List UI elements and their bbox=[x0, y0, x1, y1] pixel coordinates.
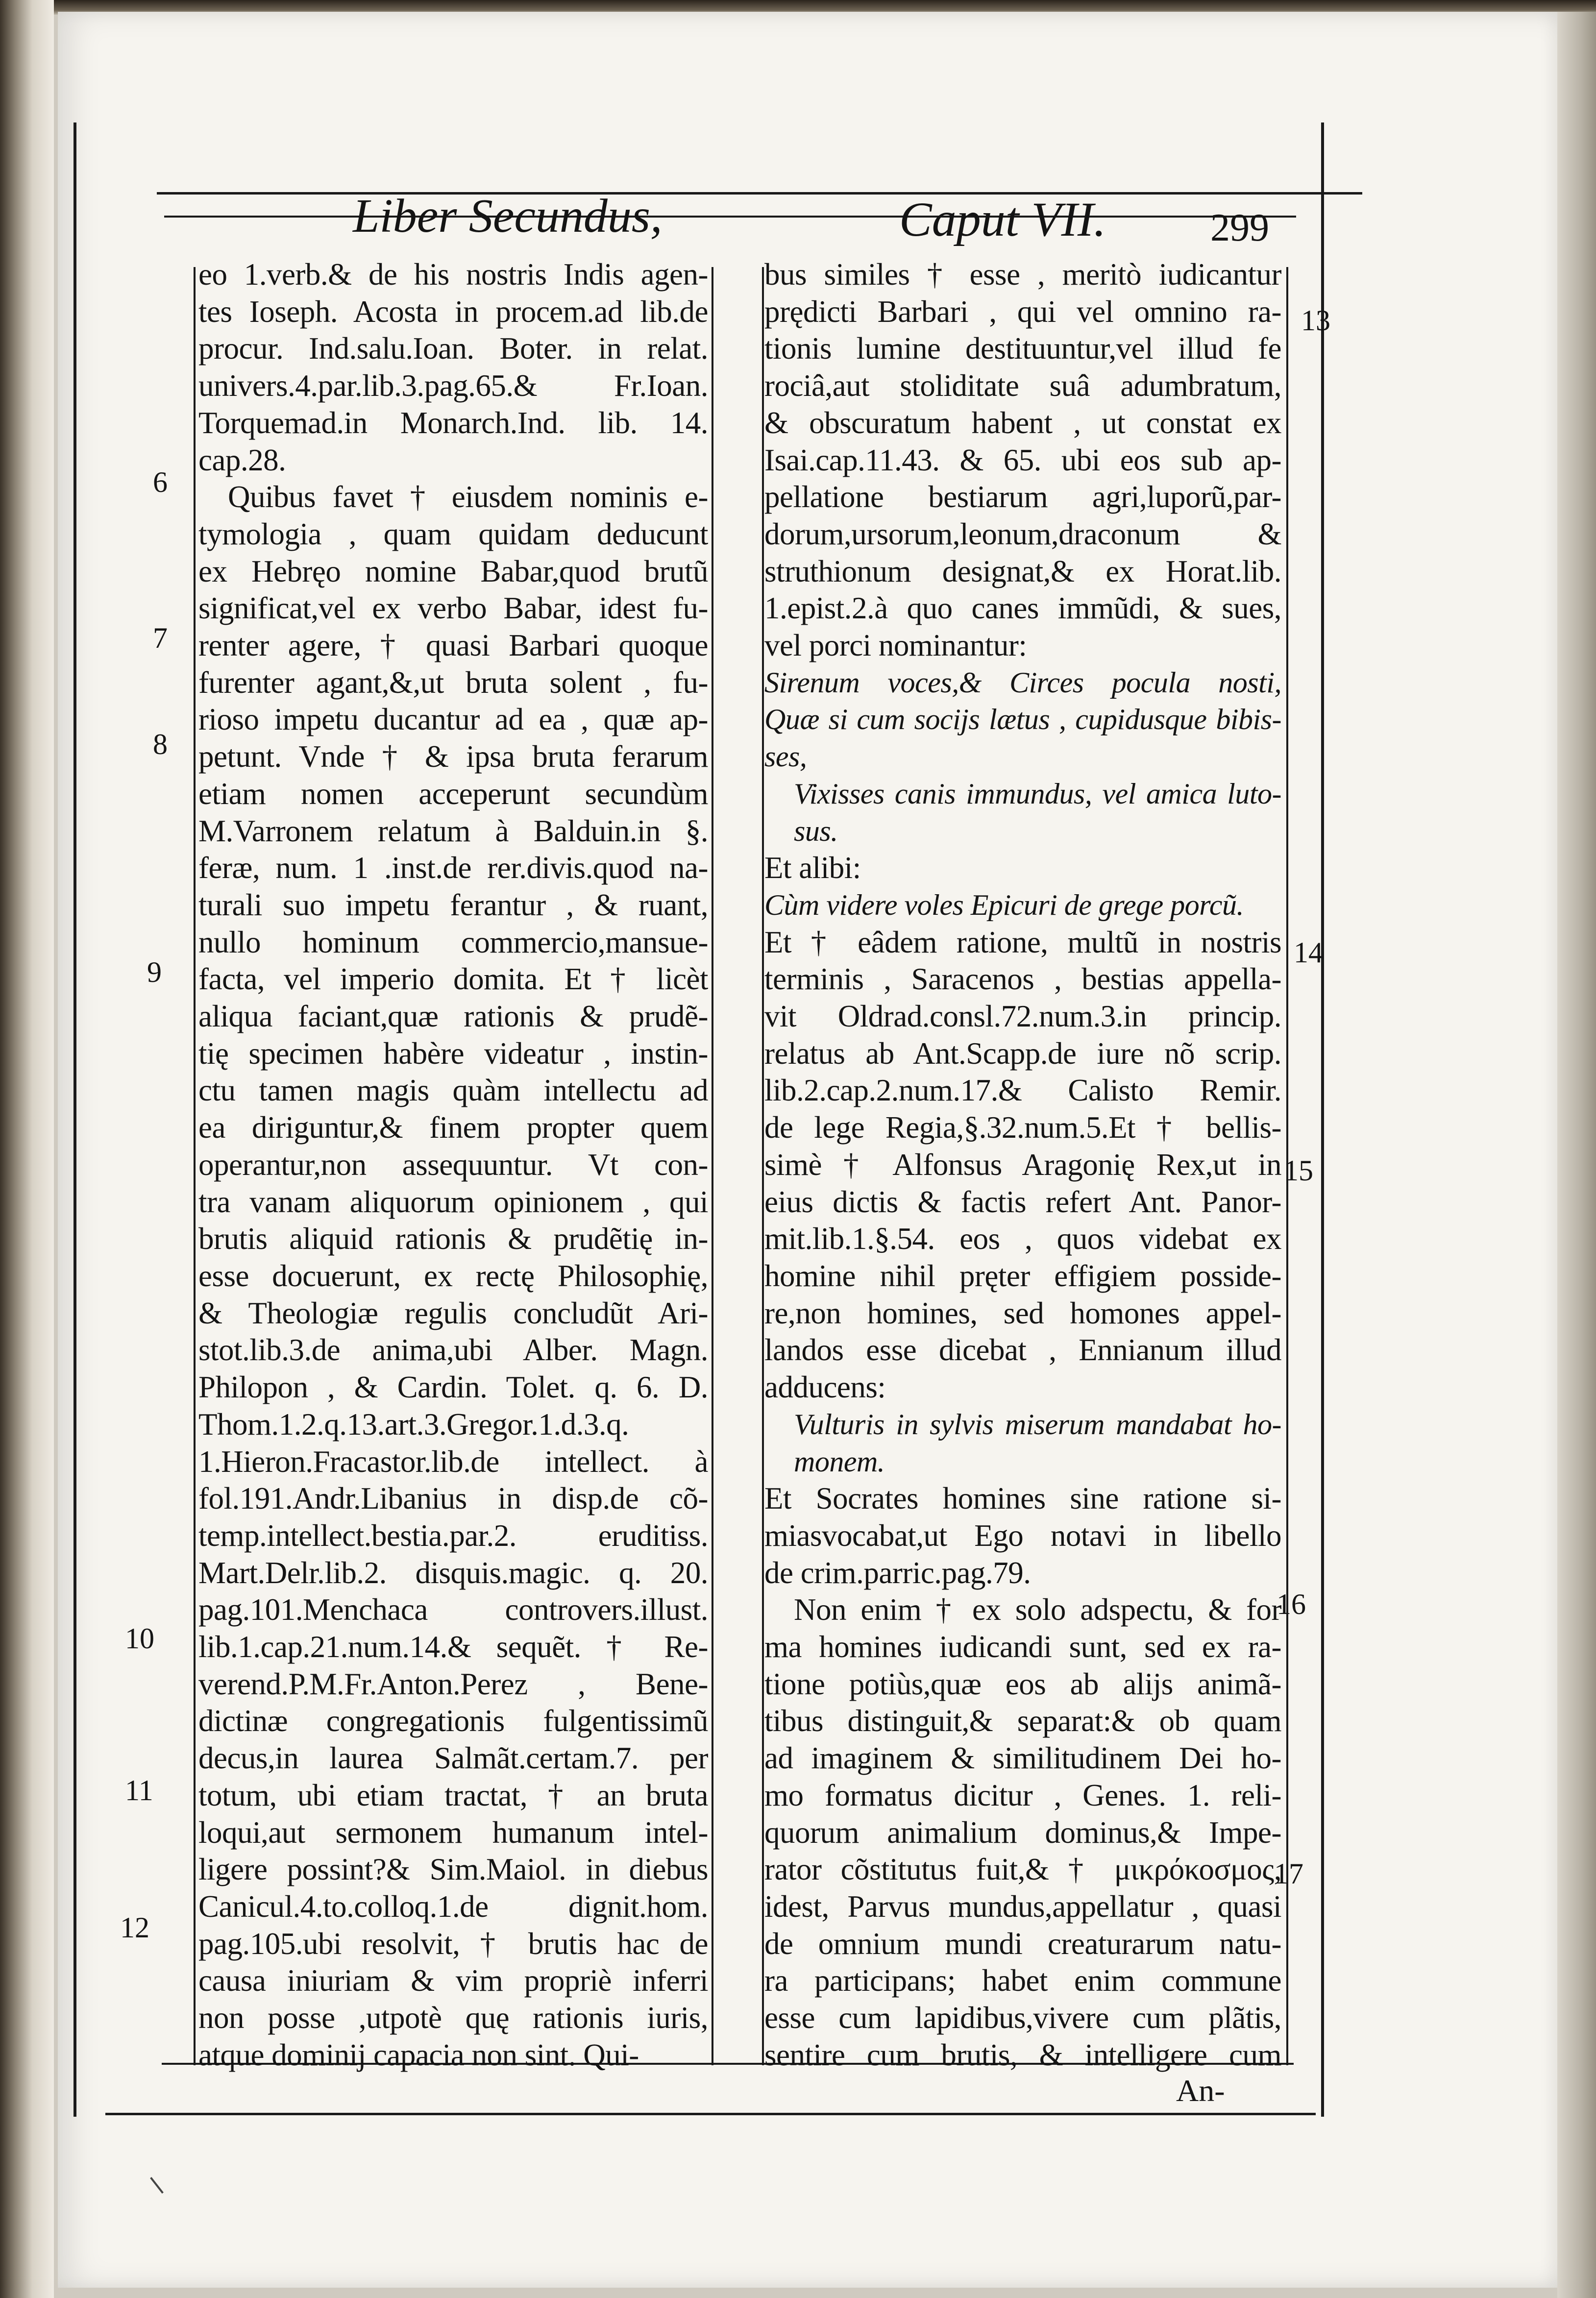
text-line: ex Hebręo nomine Babar,quod brutũ bbox=[198, 554, 708, 588]
text-line: pag.105.ubi resolvit, † brutis hac de bbox=[198, 1926, 708, 1961]
text-line: Quæ si cum socijs lætus , cupidusque bibis- bbox=[764, 703, 1281, 736]
text-line: etiam nomen acceperunt secundùm bbox=[198, 776, 708, 811]
text-line: atque dominij capacia non sint. Qui- bbox=[198, 2037, 639, 2072]
text-line: temp.intellect.bestia.par.2. eruditiss. bbox=[198, 1518, 708, 1553]
margin-number: 16 bbox=[1277, 1588, 1306, 1620]
text-line: fol.191.Andr.Libanius in disp.de cõ- bbox=[198, 1481, 708, 1516]
text-line: simè † Alfonsus Aragonię Rex,ut in bbox=[764, 1147, 1281, 1182]
page-number: 299 bbox=[1210, 206, 1269, 249]
text-line: Et † eâdem ratione, multũ in nostris bbox=[764, 925, 1281, 959]
text-line: landos esse dicebat , Ennianum illud bbox=[764, 1333, 1281, 1368]
text-line: ligere possint?& Sim.Maiol. in diebus bbox=[198, 1852, 708, 1887]
text-line: 1.epist.2.à quo canes immũdi, & sues, bbox=[764, 591, 1281, 626]
margin-number: 12 bbox=[120, 1911, 149, 1944]
gutter-rule-right bbox=[762, 267, 764, 2065]
text-line: ea diriguntur,& finem propter quem bbox=[198, 1110, 708, 1145]
text-line: mo formatus dicitur , Genes. 1. reli- bbox=[764, 1778, 1281, 1812]
text-line: non posse ,utpotè quę rationis iuris, bbox=[198, 2001, 708, 2035]
text-line: feræ, num. 1 .inst.de rer.divis.quod na- bbox=[198, 851, 708, 885]
text-line: re,non homines, sed homones appel- bbox=[764, 1296, 1281, 1330]
text-line: tibus distinguit,& separat:& ob quam bbox=[764, 1704, 1281, 1738]
text-line: tię specimen habère videatur , instin- bbox=[198, 1036, 708, 1071]
running-head-center: Caput VII. bbox=[899, 192, 1106, 246]
left-column bbox=[198, 256, 708, 2074]
text-line: mit.lib.1.§.54. eos , quos videbat ex bbox=[764, 1222, 1281, 1256]
left-column-rule bbox=[194, 267, 196, 2065]
text-line: struthionum designat,& ex Horat.lib. bbox=[764, 554, 1281, 588]
text-line: 1.Hieron.Fracastor.lib.de intellect. à bbox=[198, 1444, 708, 1479]
text-line: Cùm videre voles Epicuri de grege porcũ. bbox=[764, 888, 1244, 921]
text-line: stot.lib.3.de anima,ubi Alber. Magn. bbox=[198, 1333, 708, 1368]
text-line: Et Socrates homines sine ratione si- bbox=[764, 1481, 1281, 1516]
text-line: Vulturis in sylvis miserum mandabat ho- bbox=[794, 1408, 1281, 1441]
page-stack-edge bbox=[1557, 12, 1596, 2298]
text-line: totum, ubi etiam tractat, † an bruta bbox=[198, 1778, 708, 1812]
text-line: pellatione bestiarum agri,luporũ,par- bbox=[764, 480, 1281, 514]
gutter-rule-left bbox=[712, 267, 713, 2065]
text-line: tymologia , quam quidam deducunt bbox=[198, 516, 708, 551]
page-bottom-rule bbox=[105, 2113, 1316, 2115]
text-line: homine nihil pręter effigiem posside- bbox=[764, 1258, 1281, 1293]
text-line: rociâ,aut stoliditate suâ adumbratum, bbox=[764, 368, 1281, 403]
text-line: de omnium mundi creaturarum natu- bbox=[764, 1926, 1281, 1961]
text-line: ma homines iudicandi sunt, sed ex ra- bbox=[764, 1630, 1281, 1664]
margin-number: 6 bbox=[153, 466, 168, 498]
text-line: univers.4.par.lib.3.pag.65.& Fr.Ioan. bbox=[198, 368, 708, 403]
book-binding bbox=[0, 0, 54, 2298]
text-line: tes Ioseph. Acosta in procem.ad lib.de bbox=[198, 294, 708, 329]
text-line: Non enim † ex solo adspectu, & for bbox=[794, 1592, 1281, 1627]
margin-number: 9 bbox=[147, 956, 162, 988]
margin-number: 15 bbox=[1284, 1154, 1313, 1187]
text-line: loqui,aut sermonem humanum intel- bbox=[198, 1815, 708, 1850]
text-line: lib.1.cap.21.num.14.& sequẽt. † Re- bbox=[198, 1630, 708, 1664]
margin-number: 14 bbox=[1294, 936, 1323, 969]
text-line: tione potiùs,quæ eos ab alijs animã- bbox=[764, 1666, 1281, 1701]
text-line: sus. bbox=[794, 814, 838, 847]
text-line: terminis , Saracenos , bestias appella- bbox=[764, 962, 1281, 997]
text-line: ctu tamen magis quàm intellectu ad bbox=[198, 1073, 708, 1108]
text-line: tra vanam aliquorum opinionem , qui bbox=[198, 1184, 708, 1219]
text-line: & obscuratum habent , ut constat ex bbox=[764, 405, 1281, 440]
text-line: & Theologiæ regulis concludũt Ari- bbox=[198, 1296, 708, 1330]
catchword: An- bbox=[1176, 2073, 1225, 2108]
text-line: de crim.parric.pag.79. bbox=[764, 1555, 1031, 1590]
margin-number: 11 bbox=[125, 1774, 153, 1807]
text-line: cap.28. bbox=[198, 442, 286, 477]
text-line: relatus ab Ant.Scapp.de iure nõ scrip. bbox=[764, 1036, 1281, 1071]
margin-number: 17 bbox=[1274, 1858, 1303, 1890]
text-line: nullo hominum commercio,mansue- bbox=[198, 925, 708, 959]
text-line: dorum,ursorum,leonum,draconum & bbox=[764, 516, 1281, 551]
text-line: de lege Regia,§.32.num.5.Et † bellis- bbox=[764, 1110, 1281, 1145]
text-line: operantur,non assequuntur. Vt con- bbox=[198, 1147, 708, 1182]
text-line: vit Oldrad.consl.72.num.3.in princip. bbox=[764, 999, 1281, 1034]
text-line: turali suo impetu ferantur , & ruant, bbox=[198, 887, 708, 922]
text-line: ad imaginem & similitudinem Dei ho- bbox=[764, 1741, 1281, 1776]
text-line: Philopon , & Cardin. Tolet. q. 6. D. bbox=[198, 1370, 708, 1405]
text-line: eo 1.verb.& de his nostris Indis agen- bbox=[198, 257, 708, 292]
text-line: Quibus favet † eiusdem nominis e- bbox=[228, 480, 708, 514]
text-line: esse cum lapidibus,vivere cum plãtis, bbox=[764, 2001, 1281, 2035]
text-line: sentire cum brutis, & intelligere cum bbox=[764, 2037, 1281, 2072]
running-head-left: Liber Secundus, bbox=[353, 190, 663, 243]
text-line: petunt. Vnde † & ipsa bruta ferarum bbox=[198, 739, 708, 774]
text-line: adducens: bbox=[764, 1370, 886, 1405]
text-line: brutis aliquid rationis & prudẽtię in- bbox=[198, 1222, 708, 1256]
text-line: Mart.Delr.lib.2. disquis.magic. q. 20. bbox=[198, 1555, 708, 1590]
text-line: Vixisses canis immundus, vel amica luto- bbox=[794, 777, 1281, 810]
text-line: significat,vel ex verbo Babar, idest fu- bbox=[198, 591, 708, 626]
text-line: Torquemad.in Monarch.Ind. lib. 14. bbox=[198, 405, 708, 440]
text-line: Canicul.4.to.colloq.1.de dignit.hom. bbox=[198, 1889, 708, 1924]
margin-number: 10 bbox=[125, 1622, 154, 1655]
text-line: aliqua faciant,quæ rationis & prudẽ- bbox=[198, 999, 708, 1034]
text-line: causa iniuriam & vim propriè inferri bbox=[198, 1963, 708, 1998]
text-line: facta, vel imperio domita. Et † licèt bbox=[198, 962, 708, 997]
text-line: Et alibi: bbox=[764, 851, 861, 885]
text-line: monem. bbox=[794, 1445, 885, 1478]
text-line: furenter agant,&,ut bruta solent , fu- bbox=[198, 665, 708, 700]
text-line: rator cõstitutus fuit,& † μικρόκοσμος, bbox=[764, 1852, 1281, 1887]
text-line: eius dictis & factis refert Ant. Panor- bbox=[764, 1184, 1281, 1219]
text-line: Isai.cap.11.43. & 65. ubi eos sub ap- bbox=[764, 442, 1281, 477]
margin-number: 8 bbox=[153, 728, 168, 760]
text-line: pag.101.Menchaca controvers.illust. bbox=[198, 1592, 708, 1627]
margin-number: 13 bbox=[1301, 304, 1330, 337]
text-line: Sirenum voces,& Circes pocula nosti, bbox=[764, 666, 1281, 699]
header-underline bbox=[164, 216, 1296, 218]
margin-number: 7 bbox=[153, 622, 168, 654]
text-line: procur. Ind.salu.Ioan. Boter. in relat. bbox=[198, 331, 708, 366]
text-line: ra participans; habet enim commune bbox=[764, 1963, 1281, 1998]
frame-top-rule bbox=[157, 192, 1362, 195]
text-line: renter agere, † quasi Barbari quoque bbox=[198, 628, 708, 663]
text-line: bus similes † esse , meritò iudicantur bbox=[764, 257, 1281, 292]
text-line: verend.P.M.Fr.Anton.Perez , Bene- bbox=[198, 1666, 708, 1701]
right-column bbox=[764, 256, 1281, 2074]
text-line: esse docuerunt, ex rectę Philosophię, bbox=[198, 1258, 708, 1293]
text-line: ses, bbox=[764, 740, 807, 773]
text-line: idest, Parvus mundus,appellatur , quasi bbox=[764, 1889, 1281, 1924]
text-line: lib.2.cap.2.num.17.& Calisto Remir. bbox=[764, 1073, 1281, 1108]
text-line: vel porci nominantur: bbox=[764, 628, 1027, 663]
text-line: rioso impetu ducantur ad ea , quæ ap- bbox=[198, 702, 708, 737]
text-line: M.Varronem relatum à Balduin.in §. bbox=[198, 813, 708, 848]
text-line: miasvocabat,ut Ego notavi in libello bbox=[764, 1518, 1281, 1553]
text-line: tionis lumine destituuntur,vel illud fe bbox=[764, 331, 1281, 366]
text-line: Thom.1.2.q.13.art.3.Gregor.1.d.3.q. bbox=[198, 1407, 629, 1442]
text-line: dictinæ congregationis fulgentissimũ bbox=[198, 1704, 708, 1738]
text-line: decus,in laurea Salmãt.certam.7. per bbox=[198, 1741, 708, 1776]
text-line: prędicti Barbari , qui vel omnino ra- bbox=[764, 294, 1281, 329]
text-line: quorum animalium dominus,& Impe- bbox=[764, 1815, 1281, 1850]
